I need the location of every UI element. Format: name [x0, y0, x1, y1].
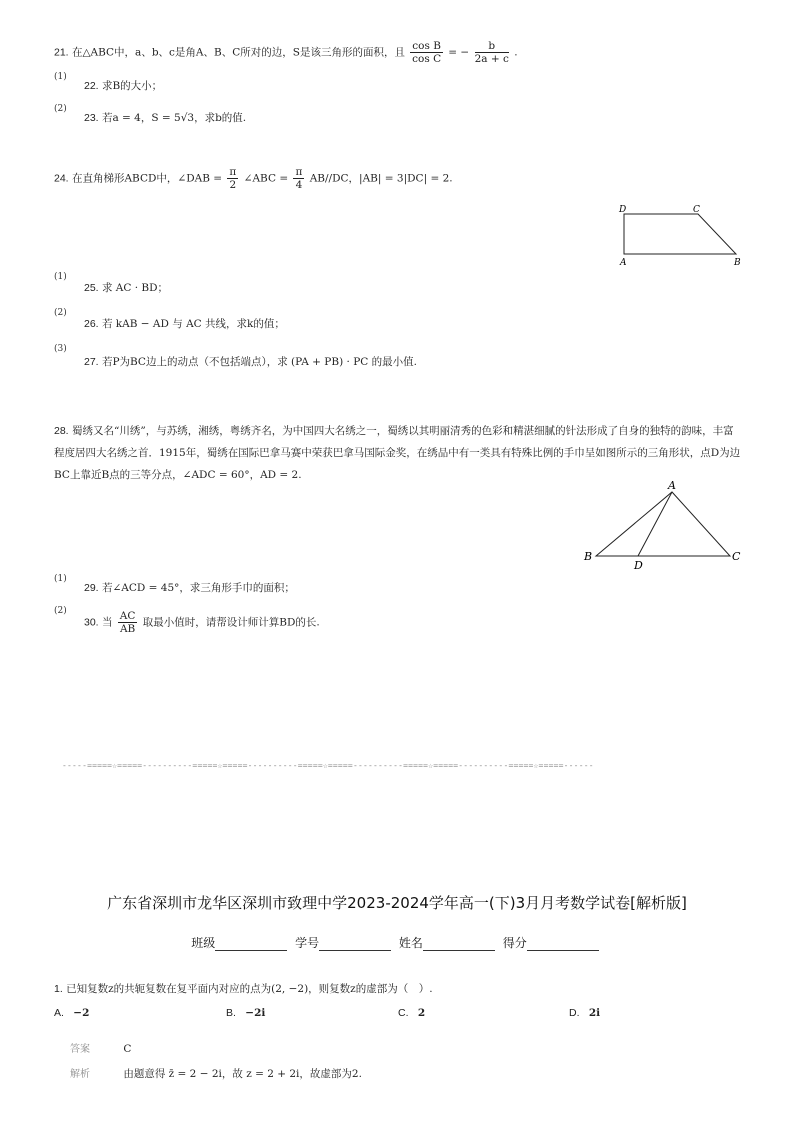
q27-number: 27. [84, 356, 99, 368]
student-info-fields [0, 934, 794, 951]
q28-number: 28. [54, 425, 69, 437]
trapezoid-label-d: D [619, 205, 627, 215]
q30-text-b: 取最小值时，请帮设计师计算BD的长. [142, 616, 320, 629]
q26-text: 若 kAB − AD 与 AC 共线，求k的值； [101, 318, 285, 330]
q24-number: 24. [54, 172, 69, 185]
q30-line [84, 610, 320, 635]
frac-top: π [229, 166, 237, 178]
frac-top: cos B [412, 40, 441, 52]
name-label: 姓名 [398, 936, 423, 950]
q30-number: 30. [84, 616, 99, 629]
answer-label: 答案 [70, 1044, 90, 1055]
q1-text: 已知复数z的共轭复数在复平面内对应的点为(2, −2)，则复数z的虚部为（ ）. [66, 983, 433, 995]
option-label: C. [398, 1007, 409, 1019]
option-value: 2 [417, 1007, 426, 1019]
triangle-label-c: C [732, 550, 741, 563]
q21-eq: = − [448, 46, 470, 59]
triangle-label-b: B [584, 550, 593, 563]
q26-number: 26. [84, 318, 99, 330]
frac-top: AC [119, 610, 136, 622]
q26-tag: (2) [54, 308, 67, 318]
q21-text: 在△ABC中，a、b、c是角A、B、C所对的边，S是该三角形的面积，且 [71, 46, 405, 59]
q27-text: 若P为BC边上的动点（不包括端点），求 (PA + PB) · PC 的最小值. [101, 356, 417, 368]
triangle-label-d: D [634, 559, 643, 572]
q23-number: 23. [84, 112, 99, 124]
q25-text: 求 AC · BD； [101, 282, 169, 294]
score-label: 得分 [502, 936, 527, 950]
class-blank[interactable] [215, 950, 287, 951]
q29-number: 29. [84, 582, 99, 594]
trapezoid-shape [624, 214, 736, 254]
q21-fraction-1 [410, 40, 443, 65]
q26-line [84, 316, 285, 331]
q1-answer-row [70, 1040, 131, 1055]
q1-option-b [226, 1007, 265, 1019]
q24-fraction-1 [227, 166, 238, 191]
q24-line [54, 166, 453, 191]
q28-text: 蜀绣又名“川绣”，与苏绣，湘绣，粤绣齐名，为中国四大名绣之一，蜀绣以其明丽清秀的色彩和精湛细腻的针法形成了自身的独特的韵味，丰富程度居四大名绣之首．1915年，蜀绣在国际巴拿马赛中荣获巴拿马国际金奖，在绣品中有一类具有特殊比例的手巾呈如图所示的三角形状，点D为边BC上靠近B点的三等分点，∠ADC = 60°，AD = 2. [54, 425, 741, 481]
q23-line [84, 110, 246, 125]
option-value: −2i [245, 1007, 266, 1019]
q27-line [84, 354, 417, 369]
q25-tag: (1) [54, 272, 67, 282]
q30-fraction [118, 610, 138, 635]
frac-top: π [295, 166, 303, 178]
q22-tag: (1) [54, 72, 67, 82]
q24-text-c: AB//DC，|AB| = 3|DC| = 2. [309, 172, 453, 185]
q29-tag: (1) [54, 574, 67, 584]
frac-bottom: 4 [295, 179, 303, 191]
q1-analysis-row [70, 1065, 362, 1081]
q22-text: 求B的大小； [101, 80, 163, 92]
q1-option-a [54, 1007, 89, 1019]
q30-tag: (2) [54, 606, 67, 616]
frac-bottom: cos C [412, 53, 442, 65]
q25-line [84, 280, 168, 295]
frac-bottom: 2 [229, 179, 237, 191]
option-label: A. [54, 1007, 64, 1019]
q25-number: 25. [84, 282, 99, 294]
frac-bottom: 2a + c [474, 53, 509, 65]
q24-text-a: 在直角梯形ABCD中，∠DAB = [71, 172, 223, 185]
student-no-label: 学号 [295, 936, 320, 950]
triangle-median-ad [638, 492, 672, 556]
q1-number: 1. [54, 983, 63, 995]
q27-tag: (3) [54, 344, 67, 354]
q29-line [84, 580, 295, 595]
option-value: −2 [73, 1007, 90, 1019]
answer-value: C [123, 1043, 132, 1055]
q21-end: . [514, 46, 518, 59]
trapezoid-label-c: C [693, 205, 700, 215]
analysis-text: 由题意得 z̄ = 2 − 2i，故 z = 2 + 2i，故虚部为2. [123, 1068, 362, 1080]
q21-number: 21. [54, 46, 69, 59]
q28-paragraph [54, 420, 744, 486]
trapezoid-label-a: A [620, 258, 627, 268]
q23-tag: (2) [54, 104, 67, 114]
student-no-blank[interactable] [319, 950, 391, 951]
q21-line [54, 40, 518, 65]
q30-text-a: 当 [101, 616, 113, 629]
q29-text: 若∠ACD = 45°，求三角形手巾的面积； [101, 582, 295, 594]
name-blank[interactable] [423, 950, 495, 951]
q21-fraction-2 [475, 40, 509, 65]
option-label: B. [226, 1007, 236, 1019]
q1-option-d [569, 1007, 600, 1019]
triangle-shape [596, 492, 730, 556]
q24-fraction-2 [293, 166, 304, 191]
q1-option-c [398, 1007, 425, 1019]
class-label: 班级 [191, 936, 216, 950]
frac-bottom: AB [119, 623, 136, 635]
page-title: 广东省深圳市龙华区深圳市致理中学2023-2024学年高一(下)3月月考数学试卷[解析版] [107, 894, 687, 912]
q1-line [54, 981, 433, 996]
q22-number: 22. [84, 80, 99, 92]
triangle-label-a: A [668, 479, 676, 492]
frac-top: b [475, 40, 509, 53]
analysis-label: 解析 [70, 1069, 90, 1080]
page-divider: -----=====☆=====----------=====☆=====----------=====☆=====----------=====☆=====----------=====☆=====------ [62, 761, 594, 770]
option-value: 2i [588, 1007, 601, 1019]
trapezoid-figure [612, 200, 752, 270]
triangle-figure [578, 478, 748, 574]
score-blank[interactable] [527, 950, 599, 951]
q22-line [84, 78, 162, 93]
q23-text: 若a = 4，S = 5√3，求b的值. [101, 112, 247, 124]
trapezoid-label-b: B [734, 258, 741, 268]
q24-text-b: ∠ABC = [243, 172, 289, 185]
option-label: D. [569, 1007, 580, 1019]
